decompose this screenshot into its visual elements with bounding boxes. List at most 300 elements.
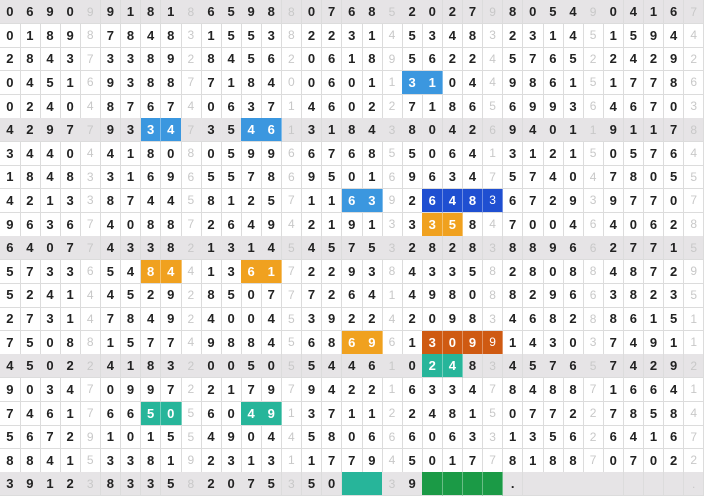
grid-cell[interactable]: 2 [362,378,383,402]
grid-cell[interactable]: 8 [543,307,564,331]
grid-separator-cell[interactable]: 3 [80,189,101,213]
grid-cell[interactable]: 4 [0,354,21,378]
grid-cell[interactable]: 7 [644,94,665,118]
grid-cell[interactable]: 5 [402,449,423,473]
grid-cell[interactable]: 8 [463,307,484,331]
grid-separator-cell[interactable]: 3 [181,24,202,48]
grid-cell[interactable]: 9 [664,47,685,71]
grid-cell[interactable]: 3 [523,425,544,449]
grid-cell[interactable]: 0 [241,283,262,307]
grid-cell[interactable]: 0 [221,402,242,426]
grid-separator-cell[interactable]: 6 [80,71,101,95]
grid-cell[interactable]: 4 [0,118,21,142]
grid-cell[interactable]: 9 [101,118,122,142]
grid-separator-cell[interactable]: 2 [583,47,604,71]
grid-cell[interactable]: 5 [624,142,645,166]
grid-separator-cell[interactable]: 4 [181,331,202,355]
grid-cell[interactable]: 2 [362,94,383,118]
grid-cell[interactable]: 2 [402,402,423,426]
grid-cell[interactable]: 6 [402,425,423,449]
grid-cell[interactable]: 4 [563,24,584,48]
grid-cell[interactable]: 5 [503,165,524,189]
grid-separator-cell[interactable]: 6 [80,260,101,284]
grid-cell[interactable]: 3 [221,236,242,260]
grid-cell[interactable]: 8 [201,47,222,71]
grid-separator-cell[interactable]: 2 [181,307,202,331]
grid-cell[interactable]: 0 [644,165,665,189]
grid-cell[interactable]: 3 [201,118,222,142]
grid-cell[interactable]: 7 [322,0,343,24]
grid-cell[interactable]: 6 [141,94,162,118]
grid-cell[interactable]: 0 [503,402,524,426]
grid-separator-cell[interactable]: 6 [684,71,704,95]
grid-cell[interactable]: 2 [60,472,81,496]
grid-cell[interactable]: 5 [241,47,262,71]
grid-cell[interactable]: 3 [443,165,464,189]
grid-cell[interactable]: 4 [161,189,182,213]
grid-cell[interactable]: 0 [121,213,142,237]
grid-cell[interactable]: 2 [342,307,363,331]
grid-cell[interactable]: 3 [503,142,524,166]
grid-cell[interactable]: 8 [121,24,142,48]
grid-cell[interactable]: 1 [503,425,524,449]
grid-cell[interactable]: 6 [362,425,383,449]
grid-cell[interactable]: 7 [0,402,21,426]
grid-cell[interactable]: 8 [503,378,524,402]
grid-cell[interactable]: 3 [443,260,464,284]
grid-cell[interactable]: 3 [402,213,423,237]
grid-separator-cell[interactable]: 5 [282,236,303,260]
grid-separator-cell[interactable]: 5 [382,0,403,24]
grid-cell[interactable]: 6 [0,236,21,260]
grid-cell[interactable]: 8 [60,331,81,355]
grid-cell[interactable]: 0 [221,472,242,496]
grid-cell[interactable]: 8 [443,94,464,118]
grid-cell[interactable]: 1 [342,47,363,71]
grid-separator-cell[interactable]: 3 [483,307,504,331]
grid-separator-cell[interactable]: 1 [684,307,704,331]
grid-separator-cell[interactable]: 4 [483,47,504,71]
grid-cell[interactable]: 3 [523,24,544,48]
grid-cell[interactable]: 6 [644,378,665,402]
grid-cell[interactable]: 9 [60,24,81,48]
grid-cell[interactable]: 8 [463,236,484,260]
grid-cell[interactable]: 8 [141,0,162,24]
grid-cell[interactable]: 8 [241,331,262,355]
grid-cell[interactable]: 6 [20,0,41,24]
grid-separator-cell[interactable]: 4 [80,94,101,118]
grid-cell[interactable]: 4 [40,283,61,307]
grid-cell[interactable]: 4 [563,213,584,237]
grid-cell[interactable] [543,472,564,496]
grid-cell[interactable]: 3 [261,24,282,48]
grid-cell[interactable]: 0 [422,142,443,166]
grid-cell[interactable]: 3 [0,142,21,166]
grid-separator-cell[interactable]: 4 [181,260,202,284]
grid-cell[interactable]: 6 [201,402,222,426]
grid-separator-cell[interactable]: 6 [483,118,504,142]
grid-cell[interactable]: 4 [40,94,61,118]
grid-cell[interactable]: 5 [121,283,142,307]
grid-cell[interactable]: 7 [644,71,665,95]
grid-cell[interactable]: 6 [664,0,685,24]
grid-cell[interactable]: 1 [161,449,182,473]
highlighted-cell[interactable]: 6 [342,331,363,355]
grid-cell[interactable]: 9 [141,378,162,402]
grid-cell[interactable] [603,472,624,496]
highlighted-cell[interactable]: 8 [141,260,162,284]
grid-separator-cell[interactable]: 7 [684,189,704,213]
highlighted-cell[interactable]: 4 [241,118,262,142]
grid-separator-cell[interactable]: 4 [483,71,504,95]
grid-cell[interactable]: 7 [603,165,624,189]
grid-separator-cell[interactable]: 8 [684,213,704,237]
grid-separator-cell[interactable]: 7 [583,449,604,473]
grid-cell[interactable]: 0 [40,354,61,378]
grid-cell[interactable]: 2 [443,236,464,260]
grid-cell[interactable]: 9 [543,283,564,307]
grid-cell[interactable]: 2 [402,0,423,24]
grid-cell[interactable]: 2 [241,189,262,213]
grid-cell[interactable]: 3 [101,165,122,189]
grid-cell[interactable]: 0 [101,378,122,402]
grid-separator-cell[interactable]: 6 [181,165,202,189]
grid-cell[interactable]: 2 [0,47,21,71]
grid-cell[interactable]: 0 [624,213,645,237]
grid-cell[interactable]: 9 [302,165,323,189]
grid-cell[interactable]: 0 [463,283,484,307]
grid-cell[interactable]: 0 [543,213,564,237]
grid-separator-cell[interactable]: 2 [382,402,403,426]
grid-cell[interactable]: 4 [322,354,343,378]
grid-cell[interactable]: 1 [121,0,142,24]
grid-cell[interactable]: 5 [261,472,282,496]
grid-cell[interactable]: 1 [20,24,41,48]
grid-cell[interactable]: 1 [644,118,665,142]
grid-cell[interactable]: 1 [603,24,624,48]
grid-separator-cell[interactable]: 8 [282,0,303,24]
grid-separator-cell[interactable]: 4 [181,94,202,118]
grid-cell[interactable]: 5 [302,472,323,496]
grid-cell[interactable]: 4 [20,71,41,95]
grid-cell[interactable]: 3 [121,449,142,473]
highlighted-cell[interactable]: 5 [141,402,162,426]
grid-cell[interactable]: 0 [302,0,323,24]
grid-cell[interactable]: 3 [101,47,122,71]
grid-cell[interactable]: 1 [201,24,222,48]
grid-cell[interactable]: 6 [342,283,363,307]
grid-cell[interactable]: 6 [443,425,464,449]
grid-cell[interactable]: 7 [644,189,665,213]
grid-cell[interactable]: 5 [20,331,41,355]
grid-cell[interactable]: 7 [322,142,343,166]
grid-cell[interactable]: 4 [624,0,645,24]
grid-cell[interactable]: 9 [161,47,182,71]
grid-cell[interactable]: 6 [443,142,464,166]
highlighted-cell[interactable]: 3 [402,71,423,95]
grid-cell[interactable]: 2 [302,260,323,284]
grid-separator-cell[interactable]: 5 [684,236,704,260]
grid-cell[interactable]: 2 [60,354,81,378]
grid-cell[interactable]: 9 [342,260,363,284]
highlighted-cell[interactable] [342,472,363,496]
grid-separator-cell[interactable]: 1 [282,94,303,118]
highlighted-cell[interactable]: 1 [261,260,282,284]
grid-separator-cell[interactable]: 3 [583,331,604,355]
grid-cell[interactable]: 6 [101,402,122,426]
grid-cell[interactable]: 7 [121,189,142,213]
grid-cell[interactable]: 0 [523,213,544,237]
grid-cell[interactable]: 0 [201,354,222,378]
grid-cell[interactable]: 2 [523,283,544,307]
grid-cell[interactable]: 1 [362,402,383,426]
highlighted-cell[interactable] [463,472,484,496]
grid-cell[interactable]: 5 [221,165,242,189]
grid-cell[interactable]: 1 [503,331,524,355]
grid-cell[interactable]: 0 [422,449,443,473]
grid-cell[interactable]: 0 [342,165,363,189]
grid-cell[interactable]: 7 [624,71,645,95]
grid-cell[interactable]: 8 [101,472,122,496]
grid-cell[interactable]: 7 [261,94,282,118]
grid-separator-cell[interactable]: 2 [684,47,704,71]
grid-cell[interactable]: 9 [603,189,624,213]
highlighted-cell[interactable]: 6 [422,189,443,213]
grid-cell[interactable]: 2 [543,142,564,166]
grid-cell[interactable]: 7 [644,142,665,166]
grid-separator-cell[interactable]: 9 [382,189,403,213]
grid-cell[interactable]: 9 [0,213,21,237]
highlighted-cell[interactable]: 2 [422,354,443,378]
grid-cell[interactable]: 9 [342,213,363,237]
grid-cell[interactable]: 4 [40,47,61,71]
grid-cell[interactable]: 7 [342,236,363,260]
highlighted-cell[interactable]: 4 [161,118,182,142]
grid-cell[interactable]: 4 [40,165,61,189]
grid-cell[interactable]: 9 [543,236,564,260]
grid-cell[interactable]: 7 [624,449,645,473]
grid-cell[interactable]: 7 [101,307,122,331]
grid-cell[interactable]: 0 [664,189,685,213]
grid-cell[interactable]: 2 [603,47,624,71]
grid-cell[interactable]: 8 [20,449,41,473]
grid-cell[interactable]: 3 [342,24,363,48]
grid-separator-cell[interactable]: 3 [80,472,101,496]
grid-cell[interactable]: 4 [603,260,624,284]
grid-cell[interactable]: 0 [0,0,21,24]
grid-cell[interactable]: 1 [121,354,142,378]
grid-cell[interactable]: 0 [0,71,21,95]
grid-cell[interactable]: 0 [302,71,323,95]
grid-cell[interactable]: 8 [161,213,182,237]
highlighted-cell[interactable]: 4 [241,402,262,426]
grid-cell[interactable]: 7 [60,118,81,142]
grid-cell[interactable]: 4 [664,24,685,48]
grid-cell[interactable]: 9 [101,71,122,95]
grid-cell[interactable]: 9 [503,118,524,142]
grid-cell[interactable]: 5 [20,354,41,378]
grid-cell[interactable]: 4 [20,236,41,260]
grid-separator-cell[interactable]: 4 [382,307,403,331]
grid-cell[interactable]: 1 [362,24,383,48]
grid-cell[interactable]: 9 [161,165,182,189]
grid-cell[interactable]: 0 [603,449,624,473]
grid-separator-cell[interactable]: 5 [181,402,202,426]
grid-cell[interactable]: 5 [563,47,584,71]
highlighted-cell[interactable]: 6 [342,189,363,213]
grid-separator-cell[interactable]: 4 [382,449,403,473]
grid-cell[interactable]: 2 [20,94,41,118]
grid-cell[interactable]: 4 [40,449,61,473]
grid-cell[interactable]: 1 [0,165,21,189]
grid-cell[interactable]: 0 [40,331,61,355]
grid-cell[interactable]: 7 [241,378,262,402]
grid-separator-cell[interactable]: 2 [282,47,303,71]
grid-separator-cell[interactable]: 7 [80,402,101,426]
grid-cell[interactable]: 4 [40,142,61,166]
grid-cell[interactable]: 6 [503,189,524,213]
grid-cell[interactable]: 0 [0,24,21,48]
grid-cell[interactable]: 1 [161,0,182,24]
grid-cell[interactable]: 8 [463,213,484,237]
grid-separator-cell[interactable]: 7 [282,378,303,402]
grid-cell[interactable]: 5 [523,354,544,378]
grid-separator-cell[interactable]: 4 [684,402,704,426]
grid-cell[interactable]: 4 [0,189,21,213]
grid-cell[interactable]: 1 [523,142,544,166]
grid-cell[interactable]: 8 [141,47,162,71]
grid-cell[interactable]: 8 [624,260,645,284]
grid-cell[interactable]: 2 [322,260,343,284]
grid-cell[interactable]: 4 [603,213,624,237]
grid-cell[interactable]: 8 [422,236,443,260]
grid-cell[interactable]: 7 [624,236,645,260]
grid-cell[interactable]: 3 [40,213,61,237]
grid-cell[interactable]: 7 [523,47,544,71]
grid-cell[interactable]: 4 [463,71,484,95]
grid-cell[interactable]: 3 [603,283,624,307]
grid-separator-cell[interactable]: 8 [583,260,604,284]
grid-separator-cell[interactable]: 3 [483,425,504,449]
grid-separator-cell[interactable]: 2 [583,425,604,449]
grid-cell[interactable]: 8 [141,142,162,166]
grid-cell[interactable]: 8 [362,0,383,24]
grid-cell[interactable]: 6 [603,425,624,449]
grid-cell[interactable]: 2 [644,283,665,307]
grid-separator-cell[interactable]: 9 [382,47,403,71]
grid-cell[interactable]: 8 [402,118,423,142]
grid-cell[interactable]: 5 [664,307,685,331]
grid-cell[interactable]: 4 [20,402,41,426]
grid-cell[interactable]: 1 [322,189,343,213]
grid-cell[interactable]: 7 [503,213,524,237]
grid-cell[interactable]: 7 [523,165,544,189]
grid-cell[interactable]: 8 [101,189,122,213]
grid-cell[interactable]: 1 [221,378,242,402]
highlighted-cell[interactable]: 9 [362,331,383,355]
grid-cell[interactable]: 5 [543,0,564,24]
grid-cell[interactable]: 7 [543,354,564,378]
highlighted-cell[interactable] [483,472,504,496]
grid-cell[interactable]: 8 [121,307,142,331]
grid-cell[interactable]: 2 [443,47,464,71]
grid-cell[interactable]: 9 [523,94,544,118]
grid-cell[interactable]: 1 [362,213,383,237]
grid-cell[interactable]: 4 [624,331,645,355]
grid-cell[interactable]: 4 [422,402,443,426]
grid-cell[interactable]: 0 [241,425,262,449]
grid-cell[interactable]: 7 [603,354,624,378]
grid-cell[interactable]: 8 [141,71,162,95]
grid-cell[interactable]: 9 [261,378,282,402]
grid-separator-cell[interactable]: 5 [483,402,504,426]
grid-cell[interactable]: 1 [40,189,61,213]
grid-cell[interactable]: 3 [141,472,162,496]
grid-separator-cell[interactable]: 1 [382,283,403,307]
grid-cell[interactable]: 6 [342,142,363,166]
grid-cell[interactable]: 2 [20,118,41,142]
grid-cell[interactable]: 8 [563,449,584,473]
grid-cell[interactable]: 9 [241,0,262,24]
grid-cell[interactable]: 1 [60,283,81,307]
grid-separator-cell[interactable]: 6 [282,142,303,166]
grid-cell[interactable]: 4 [523,331,544,355]
grid-cell[interactable]: 8 [261,0,282,24]
grid-cell[interactable]: 1 [624,118,645,142]
grid-cell[interactable]: 4 [624,425,645,449]
grid-cell[interactable]: 9 [603,118,624,142]
highlighted-cell[interactable]: 0 [161,402,182,426]
grid-cell[interactable]: 4 [241,213,262,237]
grid-cell[interactable]: 6 [302,331,323,355]
grid-cell[interactable]: 2 [463,47,484,71]
grid-cell[interactable]: 7 [121,94,142,118]
grid-cell[interactable]: 3 [40,378,61,402]
grid-cell[interactable]: 4 [141,307,162,331]
grid-cell[interactable]: 7 [322,402,343,426]
grid-cell[interactable]: 2 [362,307,383,331]
grid-cell[interactable]: 0 [603,0,624,24]
grid-cell[interactable]: 7 [463,449,484,473]
grid-cell[interactable]: 4 [362,118,383,142]
grid-cell[interactable]: 3 [422,24,443,48]
grid-separator-cell[interactable]: 5 [282,331,303,355]
grid-cell[interactable]: 7 [603,331,624,355]
grid-cell[interactable]: 3 [40,260,61,284]
grid-cell[interactable]: 2 [302,24,323,48]
grid-cell[interactable]: 1 [463,402,484,426]
grid-cell[interactable]: 8 [161,236,182,260]
grid-cell[interactable]: 5 [322,165,343,189]
grid-separator-cell[interactable]: 4 [80,307,101,331]
grid-separator-cell[interactable]: 7 [80,213,101,237]
grid-cell[interactable]: 8 [0,449,21,473]
grid-separator-cell[interactable]: 8 [483,260,504,284]
grid-cell[interactable]: 0 [60,0,81,24]
grid-cell[interactable]: 5 [261,189,282,213]
grid-cell[interactable]: 2 [201,378,222,402]
grid-separator-cell[interactable]: 3 [282,472,303,496]
grid-cell[interactable]: 8 [362,142,383,166]
grid-cell[interactable]: 1 [241,236,262,260]
grid-cell[interactable]: 3 [422,260,443,284]
highlighted-cell[interactable]: 3 [422,213,443,237]
grid-cell[interactable]: 8 [503,0,524,24]
grid-cell[interactable]: 8 [221,331,242,355]
grid-cell[interactable]: 4 [302,94,323,118]
grid-cell[interactable]: 5 [40,71,61,95]
grid-cell[interactable]: 5 [402,142,423,166]
